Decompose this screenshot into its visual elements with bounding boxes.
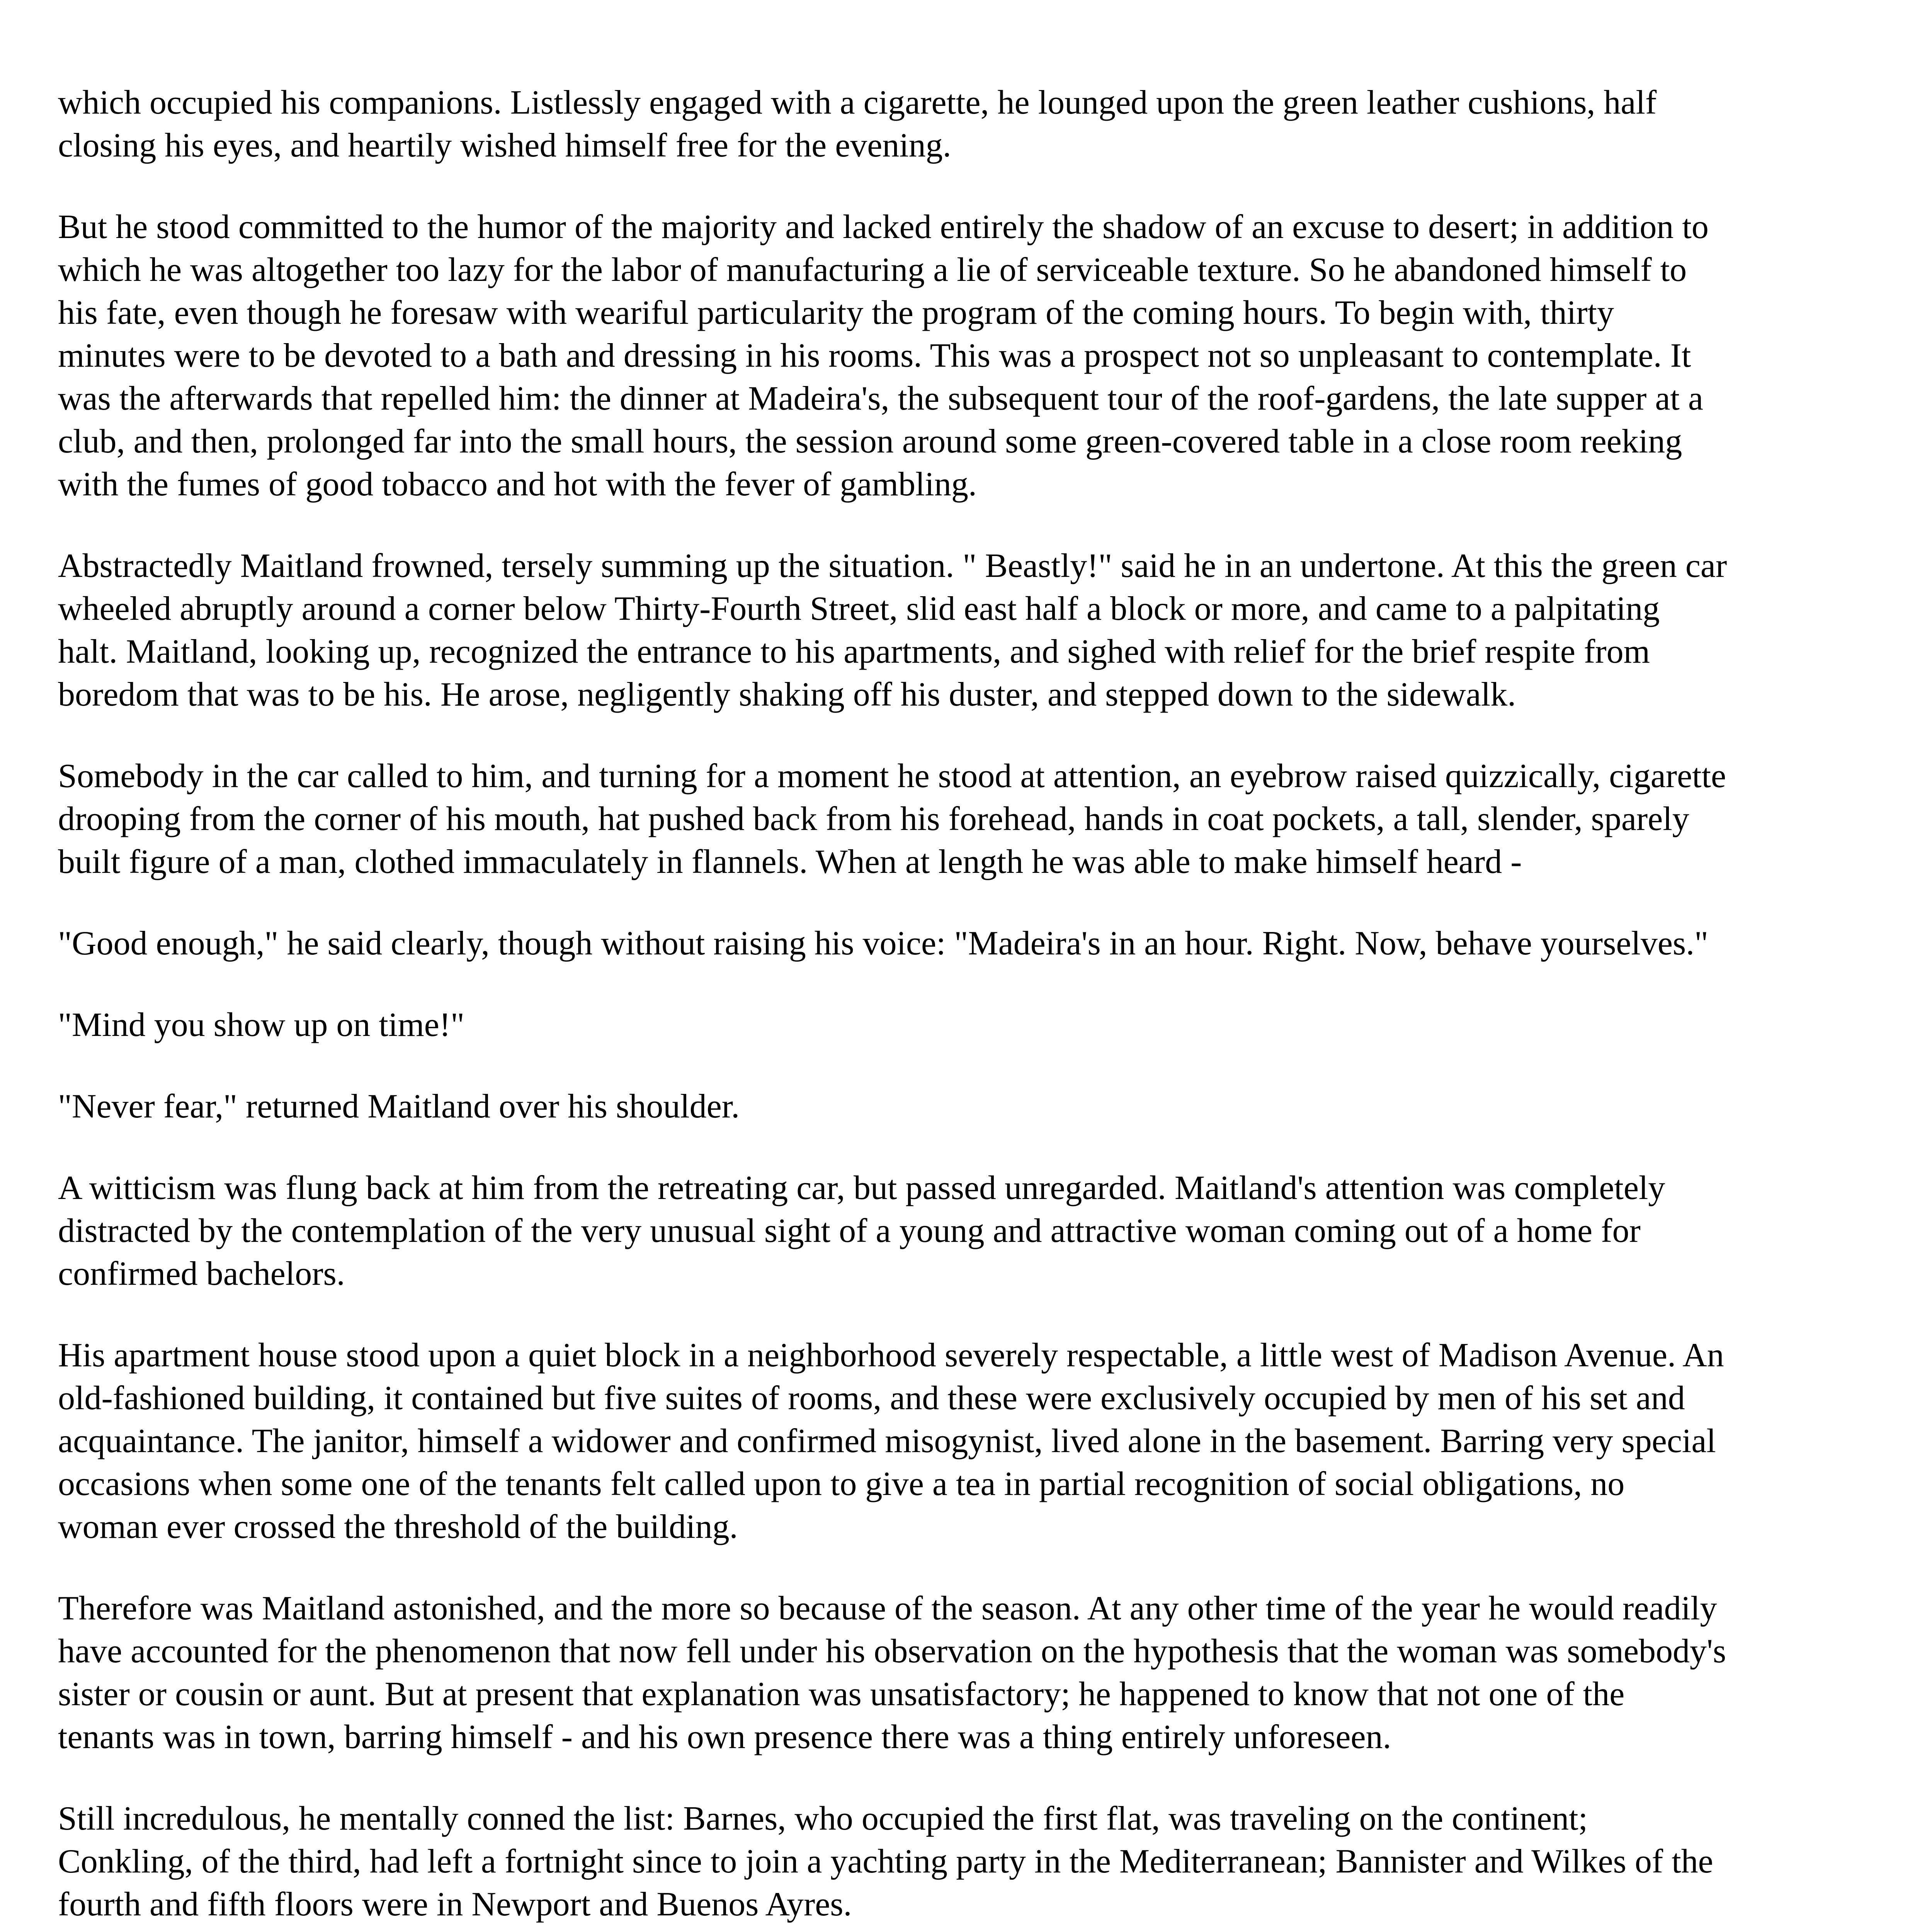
paragraph-10: Therefore was Maitland astonished, and the more so because of the season. At any other time of the year he would readily have accounted for the phenomenon that now fell under his observation on the hypothesis that the woman was somebody's sister or cousin or aunt. But at present that explanation was unsatisfactory; he happened to know that not one of the tenants was in town, barring himself - and his own presence there was a thing entirely unforeseen. xyxy=(58,1590,1726,1756)
paragraph-5: "Good enough," he said clearly, though without raising his voice: "Madeira's in an hour. Right. Now, behave yourselves." xyxy=(58,925,1709,962)
paragraph-3: Abstractedly Maitland frowned, tersely summing up the situation. " Beastly!" said he in an undertone. At this the green car wheeled abruptly around a corner below Thirty-Fourth Street, slid east half a block or more, and came to a palpitating halt. Maitland, looking up, recognized the entrance to his apartments, and sighed with relief for the brief respite from boredom that was to be his. He arose, negligently shaking off his duster, and stepped down to the sidewalk. xyxy=(58,547,1727,713)
paragraph-8: A witticism was flung back at him from the retreating car, but passed unregarded. Maitland's attention was completely distracted by the contemplation of the very unusual sight of a young and attractive woman coming out of a home for confirmed bachelors. xyxy=(58,1169,1665,1293)
paragraph-4: Somebody in the car called to him, and turning for a moment he stood at attention, an eyebrow raised quizzically, cigarette drooping from the corner of his mouth, hat pushed back from his forehead, hands in coat pockets, a tall, slender, sparely built figure of a man, clothed immaculately in flannels. When at length he was able to make himself heard - xyxy=(58,757,1726,881)
paragraph-1: which occupied his companions. Listlessly engaged with a cigarette, he lounged upon the green leather cushions, half closing his eyes, and heartily wished himself free for the evening. xyxy=(58,84,1657,164)
paragraph-2: But he stood committed to the humor of the majority and lacked entirely the shadow of an excuse to desert; in addition to which he was altogether too lazy for the labor of manufacturing a lie of serviceable texture. So he abandoned himself to his fate, even though he foresaw with weariful particularity the program of the coming hours. To begin with, thirty minutes were to be devoted to a bath and dressing in his rooms. This was a prospect not so unpleasant to contemplate. It was the afterwards that repelled him: the dinner at Madeira's, the subsequent tour of the roof-gardens, the late supper at a club, and then, prolonged far into the small hours, the session around some green-covered table in a close room reeking with the fumes of good tobacco and hot with the fever of gambling. xyxy=(58,208,1709,503)
document-page xyxy=(58,81,1727,1932)
paragraph-7: "Never fear," returned Maitland over his shoulder. xyxy=(58,1088,740,1125)
paragraph-6: "Mind you show up on time!" xyxy=(58,1006,465,1044)
paragraph-11: Still incredulous, he mentally conned the list: Barnes, who occupied the first flat, was traveling on the continent; Conkling, of the third, had left a fortnight since to join a yachting party in the Mediterranean; Bannister and Wilkes of the fourth and fifth floors were in Newport and Buenos Ayres. xyxy=(58,1800,1713,1923)
paragraph-9: His apartment house stood upon a quiet block in a neighborhood severely respectable, a little west of Madison Avenue. An old-fashioned building, it contained but five suites of rooms, and these were exclusively occupied by men of his set and acquaintance. The janitor, himself a widower and confirmed misogynist, lived alone in the basement. Barring very special occasions when some one of the tenants felt called upon to give a tea in partial recognition of social obligations, no woman ever crossed the threshold of the building. xyxy=(58,1337,1724,1546)
